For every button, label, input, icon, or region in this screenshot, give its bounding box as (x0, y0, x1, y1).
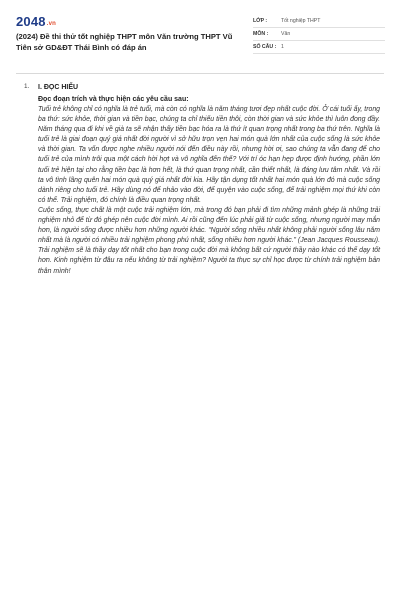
site-logo[interactable] (16, 14, 56, 29)
section-title: I. ĐỌC HIỂU (38, 84, 79, 91)
page-header (0, 0, 400, 66)
meta-key: MÔN : (253, 31, 269, 37)
logo-suffix-text: .vn (46, 21, 57, 27)
passage-paragraph-1: Tuổi trẻ không chỉ có nghĩa là trẻ tuổi, mà còn có nghĩa là năm tháng tươi đẹp nhất cuộc đời. Ở cái tuổi ấy, trong ba thứ: sức khỏe, thời gian và tiền bạc, chúng ta chỉ thiếu tiền thôi, còn thời gian và sức khỏe thì luôn đong đầy. Năm tháng qua đi khi về già ta sẽ nhận thấy tiền bạc hóa ra là thứ ít quan trọng nhất trong ba thứ trên. Nghĩa là tuổi trẻ là giai đoạn quý giá nhất đời người vì sở hữu trọn vẹn hai món quà lớn nhất của cuộc sống là sức khỏe và thời gian. Ta vốn được nghe nhiều người nói đến điều này rồi, nhưng hời ơi, sao chúng ta vẫn đang để cho tuổi trẻ của mình trôi qua một cách hời hợt và vô nghĩa đến thế? Với trí óc hạn hẹp được định hướng, phần lớn tuổi trẻ hiện tại cho rằng tiền bạc là hơn hết, là thứ quan trọng nhất, cần thiết nhất, là đáng lưu tâm nhất. Và rồi ta vô tình lãng quên hai món quà quý giá nhất đời kia. Hãy tận dụng tốt nhất hai món quà lớn đó mà cuộc sống dành riêng cho tuổi trẻ. Hãy dùng nó để nhảo vào đời, để quyện vào cuộc sống, để trải nghiệm mọi thứ khi còn có thể. Trải nghiệm, đó chính là điều quan trọng nhất. (38, 106, 380, 204)
meta-key: LỚP : (253, 18, 268, 24)
meta-row-question-count (253, 41, 385, 54)
logo-main-text: 2048 (16, 14, 46, 29)
meta-key: SỐ CÂU : (253, 44, 277, 50)
meta-value: 1 (281, 44, 284, 50)
document-title: (2024) Đề thi thử tốt nghiệp THPT môn Văn trường THPT Vũ Tiên sở GD&ĐT Thái Bình có đáp án (16, 32, 233, 52)
question-body (38, 83, 380, 277)
question-instruction: Đọc đoạn trích và thực hiện các yêu cầu sau: (38, 96, 189, 103)
meta-row-class (253, 15, 385, 28)
header-divider (16, 73, 384, 74)
passage-paragraph-2: Cuộc sống, thực chất là một cuộc trải nghiệm lớn, mà trong đó bạn phải đi tìm những mảnh ghép là những trải nghiệm nhỏ để từ đó ghép nên cuộc đời mình. Ai rồi cũng đến lúc phải giã từ cuộc sống, nhưng người may mắn hơn, là người sống được nhiều hơn những người khác. “Người sống nhiều nhất không phải người sống lâu năm nhất mà là người có nhiều trải nghiệm phong phú nhất, sống nhiều hơn người khác.” (Jean Jacques Rousseau). Trải nghiệm sẽ là thầy dạy tốt nhất cho bạn trong cuộc đời mà không bất cứ người thầy nào khác có thể dạy tốt hơn. Kinh nghiệm từ đâu ra nếu không từ trải nghiệm? Người ta thực sự chỉ học được từ chính trải nghiệm bản thân mình! (38, 206, 380, 275)
meta-value: Văn (281, 31, 291, 37)
document-meta-table (253, 15, 385, 54)
meta-value: Tốt nghiệp THPT (281, 18, 321, 24)
meta-row-subject (253, 28, 385, 41)
question-number: 1. (24, 83, 30, 90)
